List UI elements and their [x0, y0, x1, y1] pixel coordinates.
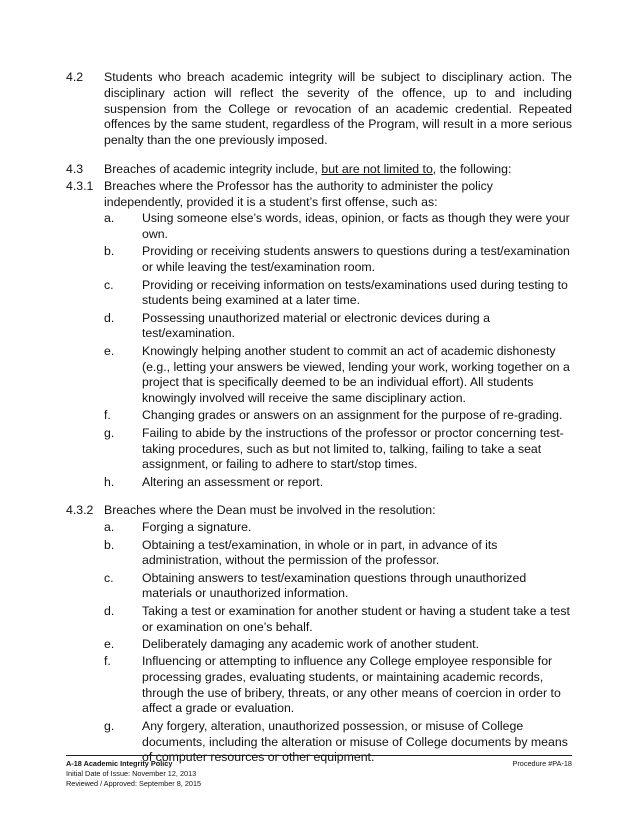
policy-content — [66, 70, 572, 766]
list-item — [104, 520, 572, 536]
footer-divider — [66, 755, 572, 756]
item-letter: b. — [104, 244, 115, 259]
section-4-3-2 — [66, 503, 572, 766]
list-item — [104, 244, 572, 276]
section-4-3-1 — [66, 179, 572, 491]
item-letter: g. — [104, 718, 115, 733]
item-text: Providing or receiving students answers to questions during a test/examination or while leaving the test/examination room. — [142, 244, 570, 275]
list-item — [104, 637, 572, 653]
section-text: Breaches where the Dean must be involved in the resolution: — [104, 503, 436, 518]
section-body — [104, 503, 572, 766]
breach-list-dean — [104, 520, 572, 766]
list-item — [104, 538, 572, 570]
section-4-2 — [66, 70, 572, 149]
page-footer — [66, 755, 572, 790]
item-letter: c. — [104, 570, 114, 585]
section-text — [104, 162, 572, 178]
list-item — [104, 571, 572, 603]
item-text: Possessing unauthorized material or electronic devices during a test/examination. — [142, 310, 490, 341]
item-text: Using someone else’s words, ideas, opinion, or facts as though they were your own. — [142, 211, 570, 242]
section-text: Breaches where the Professor has the authority to administer the policy independently, provided it is a student’s first offense, such as: — [104, 178, 493, 209]
item-text: Deliberately damaging any academic work of another student. — [142, 636, 479, 651]
list-item — [104, 344, 572, 407]
item-text: Knowingly helping another student to commit an act of academic dishonesty (e.g., letting your answers be viewed, lending your work, working together on a project that is specifically deemed to be an individual effort). All students knowingly involved will receive the same disciplinary action. — [142, 343, 570, 406]
section-number: 4.3.1 — [66, 178, 94, 193]
item-text: Influencing or attempting to influence any College employee responsible for processing grades, evaluating students, or maintaining academic records, through the use of bribery, threats, or any other means of coercion in order to affect a grade or evaluation. — [142, 654, 561, 716]
section-number: 4.2 — [66, 70, 84, 84]
list-item — [104, 426, 572, 473]
list-item — [104, 211, 572, 243]
list-item — [104, 408, 572, 424]
list-item — [104, 311, 572, 343]
item-letter: f. — [104, 654, 111, 669]
item-letter: d. — [104, 603, 115, 618]
section-text-end: , the following: — [432, 161, 512, 176]
list-item — [104, 604, 572, 636]
item-text: Providing or receiving information on tests/examinations used during testing to students being examined at a later time. — [142, 277, 568, 308]
section-number: 4.3.2 — [66, 503, 94, 518]
item-letter: g. — [104, 425, 115, 440]
item-text: Obtaining a test/examination, in whole or in part, in advance of its administration, without the permission of the professor. — [142, 537, 498, 568]
item-letter: f. — [104, 408, 111, 423]
item-letter: b. — [104, 537, 115, 552]
item-letter: e. — [104, 636, 115, 651]
underlined-phrase: but are not limited to — [321, 161, 433, 176]
section-4-3 — [66, 162, 572, 178]
footer-policy-title: A-18 Academic Integrity Policy — [66, 759, 173, 768]
item-text: Forging a signature. — [142, 520, 252, 535]
item-letter: c. — [104, 277, 114, 292]
footer-header-row — [66, 759, 572, 769]
item-text: Any forgery, alteration, unauthorized possession, or misuse of College documents, including the alteration or misuse of College documents by means of computer resources or other equipment. — [142, 718, 568, 765]
item-text: Altering an assessment or report. — [142, 474, 324, 489]
breach-list-professor — [104, 211, 572, 490]
item-letter: a. — [104, 520, 115, 535]
list-item — [104, 278, 572, 310]
item-text: Failing to abide by the instructions of the professor or proctor concerning test-taking procedures, such as but not limited to, talking, failing to take a seat assignment, or failing to adhere to start/stop times. — [142, 425, 564, 472]
item-text: Obtaining answers to test/examination questions through unauthorized materials or unauthorized information. — [142, 570, 527, 601]
section-text: Students who breach academic integrity will be subject to disciplinary action. The disciplinary action will reflect the severity of the offence, up to and including suspension from the College or revocation of an academic credential. Repeated offences by the same student, regardless of the Program, will result in a more serious penalty than the one previously imposed. — [104, 70, 572, 148]
item-text: Changing grades or answers on an assignment for the purpose of re-grading. — [142, 408, 563, 423]
list-item — [104, 475, 572, 491]
item-letter: a. — [104, 211, 115, 226]
item-letter: h. — [104, 474, 115, 489]
footer-issue-date: Initial Date of Issue: November 12, 2013 — [66, 769, 197, 779]
section-text-start: Breaches of academic integrity include, — [104, 161, 318, 176]
footer-reviewed-date: Reviewed / Approved: September 8, 2015 — [66, 779, 202, 789]
footer-procedure-number: Procedure #PA-18 — [512, 759, 572, 768]
section-body — [104, 179, 572, 491]
section-number: 4.3 — [66, 161, 84, 176]
list-item — [104, 654, 572, 717]
item-letter: e. — [104, 343, 115, 358]
item-letter: d. — [104, 310, 115, 325]
item-text: Taking a test or examination for another student or having a student take a test or examination on one’s behalf. — [142, 603, 570, 634]
